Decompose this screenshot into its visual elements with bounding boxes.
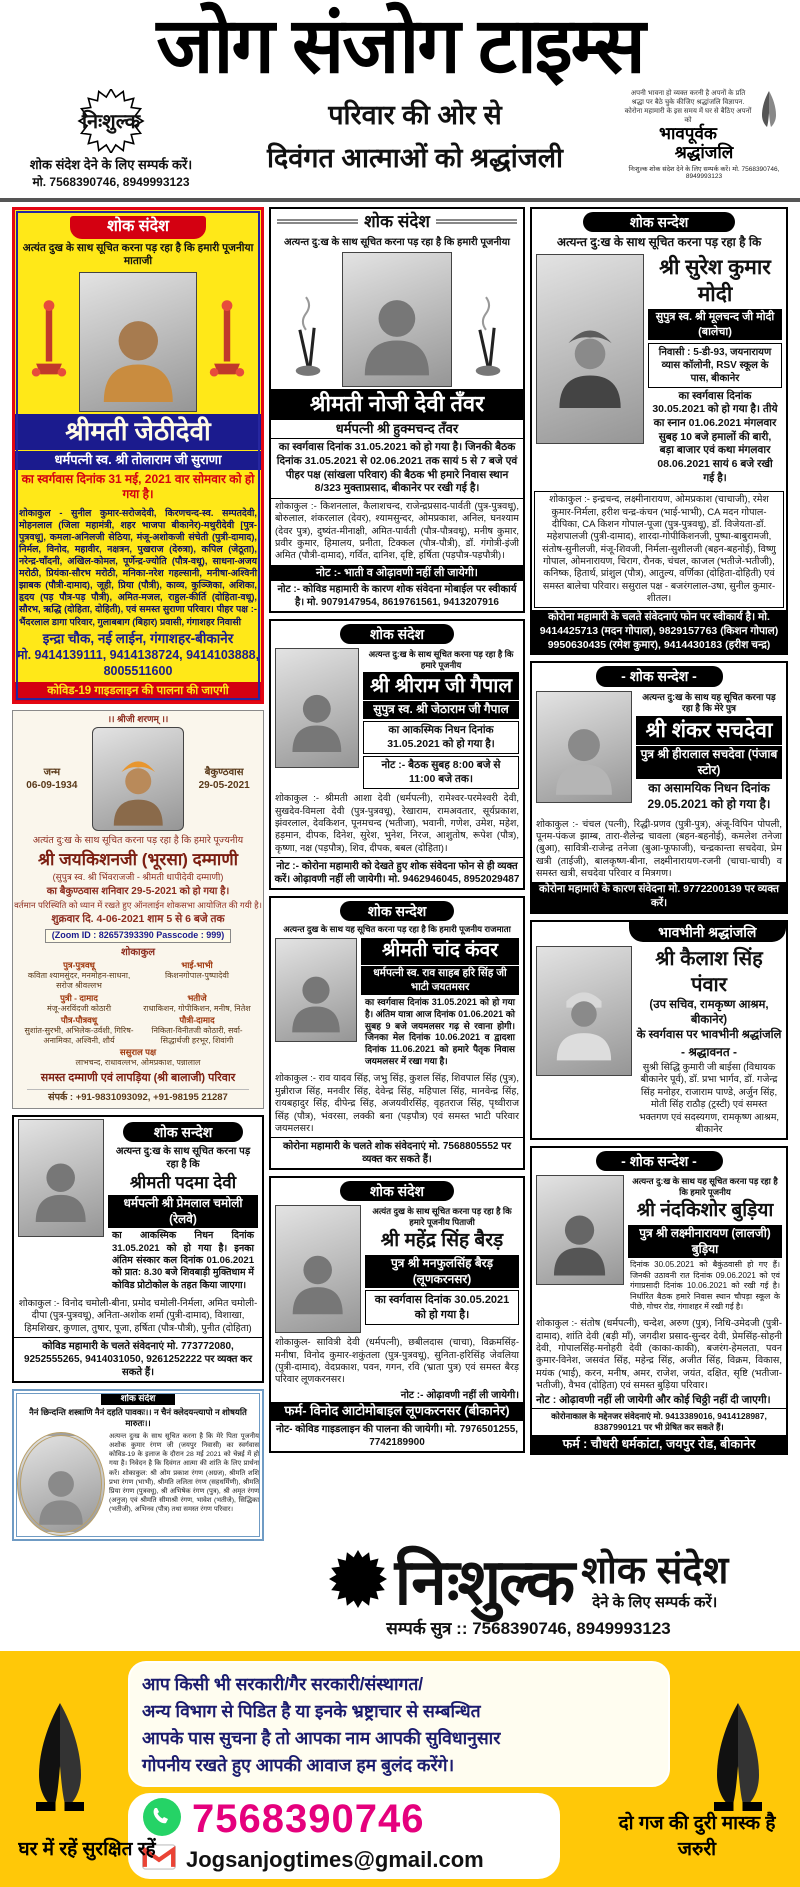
demise-line: का स्वर्गवास दिनांक 30.05.2021 को हो गया है। तीये का स्नान 01.06.2021 मंगलवार सुबह 10 बजे हमालों की बारी, बड़ा बाजार एवं कथा मंगलवार 08.06.2021 सायं 6 बजे रखी गई है।: [652, 389, 778, 484]
deceased-name: श्री श्रीराम जी गैपाल: [363, 672, 519, 700]
card-intro: अत्यन्त दु:ख के साथ सूचित करना पड़ रहा है कि हमारी पूजनीया: [283, 236, 511, 248]
card-header: शोक सन्देश: [123, 1122, 243, 1142]
tribute-heading-1: भावपूर्वक: [659, 123, 717, 143]
card-intro: अत्यन्त दु:ख के साथ यह सूचित करना पड़ रहा है कि हमारे पूजनीय: [632, 1176, 778, 1198]
covid-note: कोरोनाकाल के मद्देनजर संवेदनाएं मो. 9413389016, 9414128987, 8387990121 पर भी प्रेषित कर सकते हैं।: [532, 1408, 786, 1435]
card-body: अत्यन्त दुःख के साथ सूचित करना है कि मेरे पिता पूजनीय अशोक कुमार रंगण जी (जयपुर निवासी) का स्वर्गवास कोविड-19 के इलाज के दौरान 28 मई 2021 को चेन्नई में हो गया है। निवेदन है कि दिवंगत आत्मा की शांति के लिए प्रार्थना करें।: [109, 1432, 259, 1477]
deceased-relation: धर्मपत्नी स्व. श्री तोलाराम जी सुराणा: [15, 451, 261, 470]
card-header: शोक संदेश: [70, 216, 205, 239]
card-intro: अत्यन्त दु:ख के साथ सूचित करना पड़ रहा है कि: [556, 235, 762, 250]
praying-hands-icon: [754, 89, 784, 131]
footer-contact-card: [128, 1793, 560, 1879]
death-date: 29-05-2021: [198, 780, 250, 792]
deceased-name: श्री शंकर सचदेवा: [636, 716, 782, 745]
obituary-card-sachdeva: [530, 661, 788, 913]
meeting-note: नोट :- बैठक सुबह 8:00 बजे से 11:00 बजे तक।: [363, 756, 519, 789]
card-intro: अत्यन्त दुख के साथ यह सूचित करना पड़ रहा है कि हमारी पूजनीय राजमाता: [283, 924, 511, 935]
mourner-group: पुत्र-पुत्रवधू कविता श्यामसुंदर, मनमोहन-साधना, सरोज श्रीवल्लभ: [27, 959, 131, 991]
obituary-card-noji: [269, 207, 525, 613]
tribute-heading-2: श्रद्धांजलि: [674, 142, 734, 162]
deceased-relation: (सुपुत्र स्व. श्री भिंवराजजी - श्रीमती धापीदेवी दम्माणी): [52, 871, 224, 882]
deceased-relation: धर्मपत्नी श्री हुक्मचन्द तँवर: [271, 420, 523, 440]
incense-sticks-icon: [461, 291, 513, 387]
rule-decoration: [277, 219, 358, 224]
deceased-relation: सुपुत्र स्व. श्री मूलचन्द जी मोदी (बालेचा): [648, 309, 782, 340]
deceased-relation: पुत्र श्री हीरालाल सचदेवा (पंजाब स्टोर): [636, 746, 782, 779]
mourner-group-sasural: ससुराल पक्ष लाभचन्द, राधावल्लभ, ओमप्रकाश, पन्नालाल: [75, 1046, 201, 1067]
mourner-group: भाई-भाभी किशनगोपाल-पुष्पादेवी: [165, 959, 229, 980]
deceased-name: श्री जयकिशनजी (भूरसा) दम्माणी: [37, 849, 239, 869]
notice-line-2: अन्य विभाग से पिडित है या इनके भ्रष्ट्राचार से सम्बन्धित: [142, 1701, 481, 1722]
demise-line: दिनांक 30.05.2021 को बैकुंठवासी हो गए हैं। जिनकी उठावनी रात दिनांक 09.06.2021 को एवं गंगाप्रसादी दिनांक 10.06.2021 को रखी गई है। निर्धारित बैठक हमारे निवास स्थान चौपड़ा स्कूल के पीछे, गोचर रोड, गंगाशहर में रखी गई है।: [630, 1260, 780, 1311]
card-header: शोक संदेश: [340, 624, 453, 644]
banner-contact-numbers: सम्पर्क सुत्र :: 7568390746, 8949993123: [386, 1618, 671, 1638]
obituary-card-jethidevi: [12, 207, 264, 704]
deceased-relation: पुत्र श्री लक्ष्मीनारायण (लालजी) बुड़िया: [628, 1225, 782, 1258]
mourner-group: भतीजे राधाकिशन, गोपीकिशन, मनीष, नितेश: [143, 992, 251, 1013]
obituary-card-budia: [530, 1146, 788, 1455]
card-intro: अत्यन्त दु:ख के साथ सूचित करना पड़ रहा है कि हमारे पूजनीय: [368, 649, 514, 671]
deceased-photo: [536, 1175, 624, 1285]
deceased-name: श्री महेंद्र सिंह बैरड़: [380, 1230, 504, 1252]
covid-note: कोरोना महामारी के चलते शोक संवेदनाएं मो. 7568805552 पर व्यक्त कर सकते हैं।: [271, 1137, 523, 1168]
demise-line: का स्वर्गवास दिनांक 30.05.2021 को हो गया है।: [365, 1290, 519, 1325]
starburst-icon: [329, 1550, 387, 1613]
mourners-list: शोकाकुल :- राव यादव सिंह, जभु सिंह, कुशल सिंह, शिवपाल सिंह (पुत्र), मुन्नीराज सिंह, मनवीर सिंह, देवेन्द्र सिंह, महिपाल सिंह, मानवेन्द्र सिंह, रायबहादुर सिंह, दीपेन्द्र सिंह, अजयवीरसिंह, वृहतराज सिंह, पृथ्वीराज सिंह (पौत्र), भंवरसा, लक्की बना (पड़पौत्र) एवं समस्त भाटी परिवार जयमलसर।: [275, 1073, 519, 1134]
obituary-card-rangan: [12, 1389, 264, 1541]
mourners-list: शोकाकुल - सुनील कुमार-सरोजदेवी, किरणचन्द-स्व. सम्पतदेवी, मोहनलाल (जिला महामंत्री, शहर भाजपा बीकानेर)-मथुरीदेवी [पुत्र-पुत्रवधू], कमला-अनिलजी सेठिया, मंजू-अशोकजी संचेती (पुत्री-दामाद), निर्मल, विनोद, महावीर, नक्षत्रन, पुखराज (देरुत्रा), कपिल (जेठूता), नरेन्द्र-चाँदनी, अखिल-कोमल, पूर्णेन्द्र-ज्योति (पौत्र-वधू), साधना-अजय मरोठी, प्रियंका-सौरभ मरोठी, मनिका-नरेश गहल्सानी, मनीषा-अश्विनी झाबक (पौत्री-दामाद), जूही, प्रिया (पौत्री), काव्य, कुञ्जिका, अशिका, हृदय (पड़ पौत्र-पड़ पौत्री), अमित-मजल, राहुल-कीर्ति (दोहिता-वधू), सौरभ, ऋद्धि (दोहिता, दोहिती), एवं समस्त सुराणा परिवार। पीहर पक्ष :- भैंदरलाल डागा परिवार, गुलाबबाग (बिहार) प्रवासी, गंगाशहर निवासी: [19, 507, 257, 627]
mourners-list: शोकाकुल :- किशनलाल, कैलाशचन्द, राजेन्द्रप्रसाद-पार्वती (पुत्र-पुत्रवधू), बोरुलाल, शंकरलाल (देवर), श्यामसुन्दर, ओमप्रकाश, अनिल, घनश्याम (देवर पुत्र), दुष्यंत-मीनाक्षी, अमित-पार्वती (पौत्र-पौत्रवधू), मनीष कुमार, प्रवीर कुमार, हिमालय, प्रनीता, टिक्कल (पौत्र-पौत्री), डॉ. गंगोत्री-इंजी अमित (पौत्री-दामाद), गर्वित, दानिश, दृष्टि, हर्षिता (पड़पौत्र-पड़पौत्री)।: [275, 500, 519, 562]
mourners-heading: शोकाकुल: [120, 946, 156, 958]
sanskrit-shloka: नैनं छिन्दन्ति शस्त्राणि नैनं दहति पावकः।। न चैनं क्लेदयन्त्यापो न शोषयति मारुतः।।: [29, 1406, 247, 1428]
zoom-meeting-id: (Zoom ID : 82657393390 Passcode : 999): [45, 929, 232, 943]
obituary-grid: [0, 202, 800, 1541]
divider-label: - श्रद्धावनत -: [680, 1044, 738, 1059]
demise-line: का आकस्मिक निधन दिनांक 31.05.2021 को हो गया है। इनका अंतिम संस्कार कल दिनांक 01.06.2021 को प्रात: 8.30 बजे शिवबाड़ी मुक्तिधाम में कोविड प्रोटोकोल के तहत किया जाएगा।: [112, 1230, 254, 1291]
mourners-list: शोकाकुल :- विनोद चमोली-बीना, प्रमोद चमोली-निर्मला, अमित चमोली-दीपा (पुत्र-पुत्रवधू), अनिता-अशोक शर्मा (पुत्री-दामाद), विशाखा, हिमशिखर, कुणाल, तुषार, पूजा, हर्षिता (पौत्र-पौत्री), पुनीत (दोहिता): [18, 1298, 258, 1334]
lamp-ornament-icon: [205, 297, 249, 387]
mourners-list: शोकाकुल :- इन्द्रचन्द, लक्ष्मीनारायण, ओमप्रकाश (चाचाजी), रमेश कुमार-निर्मला, हरीश चन्द्र-कंचन (भाई-भाभी), CA मदन गोपाल-दीपिका, CA किशन गोपाल-पूजा (पुत्र-पुत्रवधू), डॉ. विजेयता-डॉ. महेशपालजी (पुत्री-दामाद), शारदा-गोपीकिशनजी, पुष्पा-बाबुरामजी, संतोष-सुनीलजी, मंजू-शिवजी, निर्मला-सुशीलजी (बहन-बहनोई), विष्णु गोपाल, ओमनारायण, चिराग, रौनक, चंचल, काजल (भतीजे-भतीजी), कनिष्क, हितार्थ, प्रांशुल (पौत्र), आतुल्य, वर्णिका (दोहिता-दोहिती) एवं समस्त बालेचा परिवार। ससुराल पक्ष - बजरंगलाल-उषा, सुनील कुमार-शीतल।: [534, 491, 784, 608]
incense-sticks-icon: [281, 291, 333, 387]
mourners-list: शोकाकुल- सावित्री देवी (धर्मपत्नी), छबीलदास (चाचा), विक्रमसिंह-मनीषा, विनोद कुमार-शकुंतला (पुत्र-पुत्रवधू), सुनिता-हरिसिंह जेवलिया (पुत्री-दामाद), वेदप्रकाश, पवन, गगन, रवि (भ्राता पुत्र) एवं समस्त बैरड़ परिवार लूणकरनसर।: [275, 1337, 519, 1386]
death-label: बैकुण्ठवास: [204, 767, 244, 779]
card-header: शोक संदेश: [340, 1181, 453, 1201]
notice-line-3: आपके पास सुचना है तो आपका नाम आपकी सुविधानुसार: [142, 1728, 501, 1749]
family-address: इन्द्रा चौक, नई लाईन, गंगाशहर-बीकानेर: [42, 630, 234, 646]
mourners-list: शोकाकुल :- संतोष (धर्मपत्नी), चन्देश, अरुण (पुत्र), निधि-उमेदजी (पुत्री-दामाद), शांति देवी (बड़ी माँ), जगदीश प्रसाद-सुन्दर देवी, प्रेमसिंह-सोहनी देवी, गोपालसिंह-मनोहरी देवी (काका-काकी), बजरंग-हेमलता, पवन कुमार-विनेश, जसवंत सिंह, महेन्द्र सिंह, अजीत सिंह, विक्रम, विकास, मयंक (भाई), करन, मनीष, अमर, राजेश, जयंत, दक्षित, सृष्टि (भतीजा-भतीजी), वैभव (दोहिता) एवं समस्त बुड़िया परिवार।: [536, 1318, 782, 1392]
mourners-list: शोकाकुल :- चंचल (पत्नी), रिद्धी-प्रणव (पुत्री-पुत्र), अंजू-विपिन पोपली, पूनम-पंकज झाम्ब, तारा-शैलेन्द्र चावला (बहन-बहनोई), कमलेश तनेजा (बुआ), सावित्री-राजेन्द्र तनेजा (बुआ-फूफाजी), चन्द्रकान्ता सचदेवा, प्रेम खत्री (ताईजी), बालकृष्ण-बीना, लक्ष्मीनारायण-रजनी (चाचा-चाची) व समस्त खत्री, सचदेवा परिवार व मित्रगण।: [536, 818, 782, 879]
mourners-list: शोकाकुल :- श्रीमती आशा देवी (धर्मपत्नी), रामेश्वर-परमेश्वरी देवी, सुखदेव-विमला देवी (पुत्र-पुत्रवधू), रेखाराम, रामअवतार, सूर्यप्रकाश, झंवरलाल, देवकिशन, पूनमचन्द (भतीजा), भवानी, गणेश, उमेश, महेश, हड़मान, दीपक, दिनेश, सुरेश, भुनेश, निरज, आशुतोष, रूपेश (पौत्र), कृष्णा, नक्ष (पड़पौत्र), शिव, दीपक, बबल (दोहिता)।: [275, 793, 519, 854]
tribute-card-panwar: [530, 920, 788, 1141]
obituary-card-dammani: [12, 710, 264, 1109]
firm-name: फर्म : चौधरी धर्मकांटा, जयपुर रोड, बीकानेर: [532, 1435, 786, 1453]
obituary-card-chand: [269, 896, 525, 1170]
demise-line: का स्वर्गवास दिनांक 31.05.2021 को हो गया है। जिनकी बैठक दिनांक 31.05.2021 से 02.06.2021 तक सायं 5 से 7 बजे एवं पीहर पक्ष (सांखला परिवार) की बैठक भी हमारे निवास स्थान 8/323 मुक्ताप्रसाद, बीकानेर पर रखी गई है।: [271, 439, 523, 499]
obituary-card-padma: [12, 1115, 264, 1383]
deceased-relation: धर्मपत्नी स्व. राव साहब हरि सिंह जी भाटी जयतमसर: [361, 966, 519, 995]
covid-note: कोरोना महामारी के चलते संवेदनाएं फोन पर स्वीकार्य है। मो. 9414425713 (मदन गोपाल), 9829157763 (किशन गोपाल) 9950630435 (रमेश कुमार), 9414430183 (हरीश चन्द्र): [532, 610, 786, 653]
masthead-contact-line: शोक संदेश देने के लिए सम्पर्क करें।: [29, 156, 193, 172]
obituary-card-modi: [530, 207, 788, 655]
deceased-photo: [536, 946, 632, 1076]
firm-name: फर्म- विनोद आटोमोबाइल लूणकरनसर (बीकानेर): [271, 1402, 523, 1421]
card-header: - शोक सन्देश -: [596, 1151, 723, 1171]
mourner-group: पुत्री - दामाद मंजू-अरविंदजी कोठारी: [46, 992, 112, 1013]
lamp-ornament-icon: [27, 297, 71, 387]
deceased-name: श्रीमती पदमा देवी: [129, 1173, 237, 1193]
covid-note: कोविड-19 गाइडलाइन की पालना की जाएगी: [15, 682, 261, 701]
footer-email: Jogsanjogtimes@gmail.com: [186, 1846, 484, 1872]
newspaper-title: जोग संजोग टाइम्स: [156, 3, 644, 89]
deceased-name: श्रीमती चांद कंवर: [361, 938, 519, 965]
invocation-line: ।। श्रीजी शरणम् ।।: [107, 713, 169, 724]
contact-phones: मो. 9414139111, 9414138724, 9414103888, 8005511600: [16, 648, 260, 679]
custom-note: नोट :- भाती व ओढ़ावणी नहीं ली जायेगी।: [271, 565, 523, 581]
card-header: शोक सन्देश: [340, 901, 453, 921]
deceased-name: श्री सुरेश कुमार मोदी: [659, 255, 771, 306]
stay-home-caption: घर में रहें सुरक्षित रहें: [18, 1839, 156, 1861]
tribute-body: सुश्री सिद्धि कुमारी जी बाईसा (विधायक बीकानेर पूर्व), डॉ. प्रभा भार्गव, डॉ. गजेन्द्र सिंह मनोहर, राजाराम पाण्डे, अर्जुन सिंह, मोती सिंह राठौड़ (ट्रस्टी) एवं समस्त भक्तगण एवं सदस्यगण, रामकृष्ण आश्रम, बीकानेर: [638, 1062, 780, 1135]
demise-line: का आकस्मिक निधन दिनांक 31.05.2021 को हो गया है।: [363, 721, 519, 754]
deceased-relation: सुपुत्र स्व. श्री जेठाराम जी गैपाल: [363, 701, 519, 719]
notice-line-4: गोपनीय रखते हुए आपकी आवाज हम बुलंद करेंगे।: [142, 1755, 455, 1776]
masthead: [0, 0, 800, 202]
deceased-relation: धर्मपत्नी श्री प्रेमलाल चमोली (रेलवे): [108, 1195, 258, 1228]
deceased-photo: [275, 648, 359, 768]
meeting-timing: शुक्रवार दि. 4-06-2021 शाम 5 से 6 बजे तक: [51, 913, 225, 926]
deceased-photo: [92, 727, 184, 831]
birth-label: जन्म: [43, 767, 61, 779]
covid-note: कोरोना महामारी के कारण संवेदना मो. 9772200139 पर व्यक्त करें।: [532, 882, 786, 911]
mourners-list: शोकाकुल: श्री ओम प्रकाश रंगण (अग्रज), श्रीमति शशि प्रभा रंगण (भाभी), श्रीमति ललिता रंगण (सहधर्मिणी), श्रीमति प्रिया रंगण (पुत्रवधू), श्री अभिषेक रंगण (पुत्र), श्री अमृत रंगण (अनुज) एवं श्रीमति सीमाश्री रंगण, भावेश (भतीजे), सिद्धिका (भतीजी), अभिनव (पौत्र) तथा समस्त रंगण परिवार।: [109, 1469, 259, 1514]
deceased-name: श्रीमती जेठीदेवी: [15, 414, 261, 450]
masthead-right-contact: निःशुल्क शोक संदेश देने के लिए सम्पर्क करें। मो. 7568390746, 8949993123: [628, 166, 780, 181]
rule-decoration: [436, 219, 517, 224]
card-header: शोक संदेश: [101, 1393, 175, 1405]
card-intro: अत्यंत दुख के साथ सूचित करना पड़ रहा है कि हमारी पूजनीया माताजी: [22, 241, 254, 268]
residence-line: निवासी : 5-डी-93, जयनारायण व्यास कॉलोनी, RSV स्कूल के पास, बीकानेर: [648, 343, 782, 388]
birth-date: 06-09-1934: [26, 780, 78, 792]
notice-line-1: आप किसी भी सरकारी/गैर सरकारी/संस्थागत/: [142, 1673, 424, 1694]
banner-title: शोक संदेश: [581, 1549, 729, 1592]
banner-subtitle: देने के लिए सम्पर्क करें।: [592, 1593, 718, 1611]
online-meeting-note: वर्तमान परिस्थिति को ध्यान में रखते हुए ऑनलाईन शोकसभा आयोजित की गयी है।: [14, 900, 262, 911]
obituary-card-bairad: [269, 1176, 525, 1452]
card-header: शोक सन्देश: [583, 212, 735, 232]
tribute-line: के स्वर्गवास पर भावभीनी श्रद्धांजलि: [636, 1028, 782, 1041]
deceased-photo: [342, 252, 452, 387]
family-line: समस्त दम्माणी एवं लापड़िया (श्री बालाजी) परिवार: [40, 1072, 236, 1085]
demise-line: का स्वर्गवास दिनांक 31 मई, 2021 वार सोमवार को हो गया है।: [21, 471, 255, 502]
deceased-photo: [79, 272, 197, 412]
deceased-name: श्रीमती नोजी देवी तँवर: [271, 389, 523, 420]
free-badge-label: निःशुल्क: [81, 111, 141, 134]
deceased-photo: [536, 254, 644, 444]
card-header: शोक संदेश: [364, 211, 430, 231]
demise-line: का असामयिक निधन दिनांक 29.05.2021 को हो गया है।: [647, 781, 771, 811]
banner-free-label: निःशुल्क: [394, 1545, 574, 1618]
custom-note: नोट :- ओढ़ावणी नहीं ली जायेगी।: [400, 1389, 519, 1401]
praying-hands-icon: [14, 1697, 106, 1822]
mask-distance-caption: दो गज की दुरी मास्क है जरुरी: [618, 1813, 776, 1861]
card-intro: अत्यन्त दु:ख के साथ यह सूचित करना पड़ रहा है कि मेरे पुत्र: [642, 691, 776, 714]
deceased-name: श्री नंदकिशोर बुड़िया: [636, 1200, 774, 1222]
footer-whatsapp-number: 7568390746: [192, 1797, 425, 1842]
mourner-group: पौत्र-पौत्रवधू सुशांत-सुरभी, अभिलेक-उर्वशी, गिरिष-अनामिका, अश्विनी, शौर्य: [24, 1015, 134, 1046]
masthead-right-note: अपनी भावना हो व्यक्त करनी है अपनों के प्रति श्रद्धा पर बैठे चुके कीजिए श्रद्धांजलि विज्ञापन. कोरोना महामारी के इस समय में घर से बैठिए अपनों को: [624, 89, 752, 124]
free-badge: [51, 89, 171, 153]
deceased-relation: पुत्र श्री मनफुलसिंह बैरड़ (लूणकरनसर): [365, 1255, 519, 1288]
deceased-name: श्री कैलाश सिंह पंवार: [655, 947, 763, 996]
free-shok-sandesh-banner: [269, 1546, 788, 1643]
deceased-photo: [275, 938, 357, 1042]
card-header: भावभीनी श्रद्धांजलि: [629, 922, 786, 942]
covid-note: कोविड महामारी के चलते संवेदनाएं मो. 773772080, 9252555265, 9414031050, 9261252222 पर व्यक्त कर सकते हैं।: [14, 1337, 262, 1381]
demise-line: का बैकुण्ठवास शनिवार 29-5-2021 को हो गया है।: [46, 886, 230, 898]
custom-note: नोट : ओढ़ावणी नहीं ली जायेगी और कोई चिठ्ठी नहीं दी जाएगी।: [536, 1394, 771, 1407]
obituary-card-gaipal: [269, 619, 525, 890]
praying-hands-icon: [692, 1697, 784, 1822]
deceased-photo: [17, 1432, 105, 1536]
covid-note: नोट :- कोरोना महामारी को देखते हुए शोक संवेदना फोन से ही व्यक्त करें। ओढ़ावणी नहीं ली जायेगी। मो. 9462946045, 8952029487: [271, 857, 523, 888]
deceased-photo: [536, 691, 632, 803]
masthead-contact-numbers: मो. 7568390746, 8949993123: [32, 174, 190, 189]
footer-public-notice: [0, 1651, 800, 1887]
masthead-subtitle-1: परिवार की ओर से: [328, 99, 502, 130]
deceased-photo: [18, 1119, 104, 1237]
contact-phones: संपर्क : +91-9831093092, +91-98195 21287: [27, 1089, 249, 1104]
covid-note: नोट :- कोविड महामारी के कारण शोक संवेदना मोबाईल पर स्वीकार्य है। मो. 9079147954, 8619761561, 9413207916: [277, 584, 517, 608]
deceased-designation: (उप सचिव, रामकृष्ण आश्रम, बीकानेर): [649, 998, 769, 1026]
card-intro: अत्यन्त दु:ख के साथ सूचित करना पड़ रहा है कि: [115, 1146, 251, 1171]
deceased-photo: [275, 1205, 361, 1333]
demise-line: का स्वर्गवास दिनांक 31.05.2021 को हो गया है। अंतिम यात्रा आज दिनांक 01.06.2021 को सुबह 9 बजे जयमलसर गढ़ से रवाना होगी। जिनका मेल दिनांक 10.06.2021 व द्वादशा दिनांक 11.06.2021 को हमारे पैतृक निवास जयमलसर में रखा गया है।: [365, 997, 515, 1066]
mourner-group: पौत्री-दामाद निकिता-विनीतजी कोठारी, सर्वा-सिद्धार्थजी हरभूर, शिवांगी: [151, 1015, 243, 1046]
covid-note: नोट- कोविड गाइडलाइन की पालना की जायेगी। मो. 7976501255, 7742189900: [275, 1423, 519, 1448]
masthead-subtitle-2: दिवंगत आत्माओं को श्रद्धांजली: [266, 142, 564, 173]
card-intro: अत्यंत दु:ख के साथ सूचित करना पड़ रहा है कि हमारे पूज्यनीय: [32, 835, 244, 847]
card-intro: अत्यंत दुख के साथ सूचित करना पड़ रहा है कि हमारे पूजनीय पिताजी: [372, 1206, 512, 1228]
card-header: - शोक सन्देश -: [596, 666, 723, 686]
